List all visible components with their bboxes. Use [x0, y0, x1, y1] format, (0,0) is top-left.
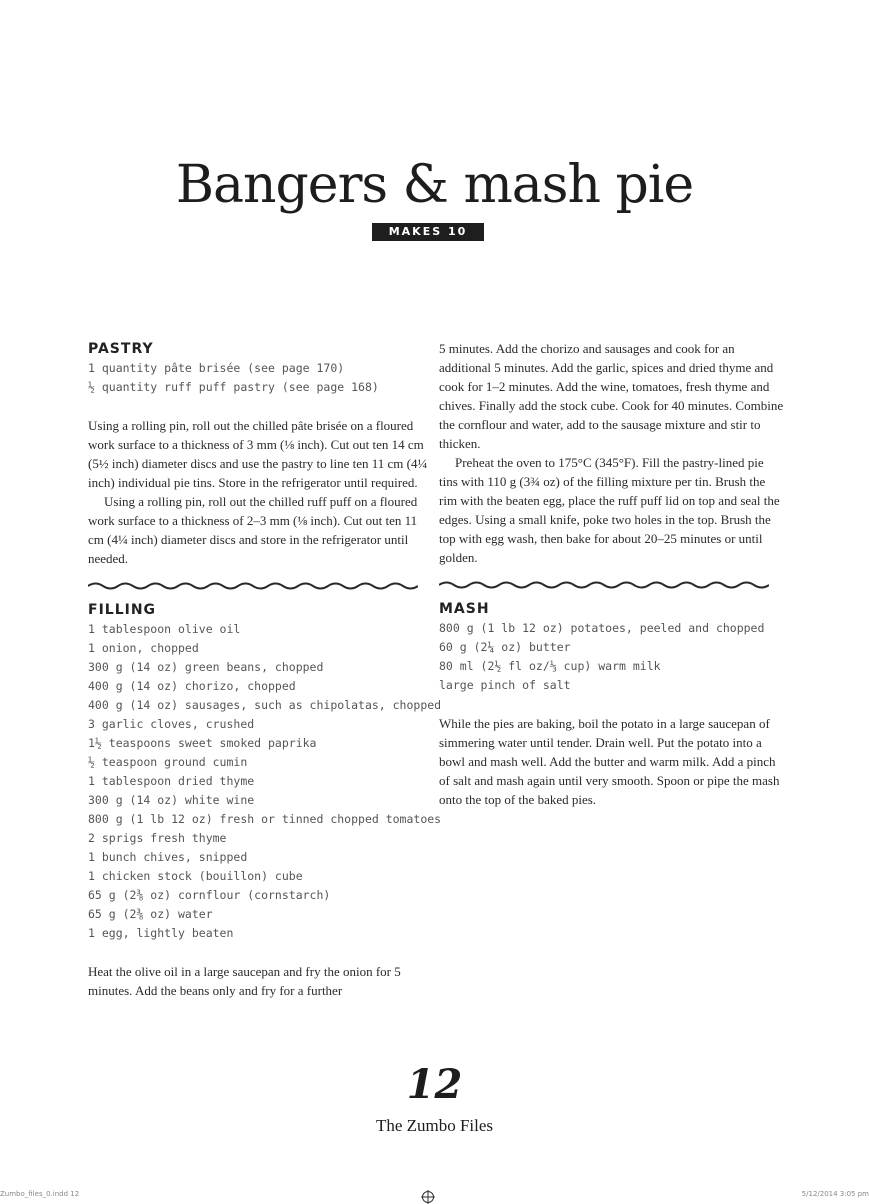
ingredient-item: large pinch of salt: [439, 678, 571, 692]
ingredient-item: 1½ teaspoons sweet smoked paprika: [88, 736, 317, 750]
ingredient-item: 400 g (14 oz) sausages, such as chipolatas, chopped: [88, 698, 442, 712]
filling-method-continued: [439, 339, 784, 567]
ingredient-item: 1 tablespoon dried thyme: [88, 774, 255, 788]
ingredient-item: ½ teaspoon ground cumin: [88, 755, 248, 769]
method-paragraph: Heat the olive oil in a large saucepan and fry the onion for 5 minutes. Add the beans only and fry for a further: [88, 964, 401, 998]
ingredient-item: 1 chicken stock (bouillon) cube: [88, 869, 303, 883]
ingredient-item: 300 g (14 oz) green beans, chopped: [88, 660, 324, 674]
filling-method-start: [88, 962, 433, 1000]
ingredient-item: 300 g (14 oz) white wine: [88, 793, 255, 807]
ingredient-item: 1 tablespoon olive oil: [88, 622, 241, 636]
left-column: [88, 339, 442, 1000]
print-slug-file: Zumbo_files_0.indd 12: [0, 1190, 80, 1198]
pastry-ingredients: [88, 359, 433, 397]
mash-heading: MASH: [439, 601, 490, 617]
filling-heading: FILLING: [88, 602, 157, 618]
wavy-divider-icon: [439, 579, 769, 591]
pastry-heading: PASTRY: [88, 341, 154, 357]
filling-ingredients: [88, 620, 442, 943]
method-paragraph: Preheat the oven to 175°C (345°F). Fill the pastry-lined pie tins with 110 g (3¾ oz) of the filling mixture per tin. Brush the rim with the beaten egg, place the ruff puff lid on top and seal the edges. Using a small knife, poke two holes in the top. Brush the top with egg wash, then bake for about 20–25 minutes or until golden.: [439, 455, 780, 565]
print-slug-date: 5/12/2014 3:05 pm: [801, 1190, 869, 1198]
ingredient-item: 1 egg, lightly beaten: [88, 926, 234, 940]
method-paragraph: Using a rolling pin, roll out the chilled ruff puff on a floured work surface to a thickness of 2–3 mm (⅛ inch). Cut out ten 11 cm (4¼ inch) diameter discs and store in the refrigerator until needed.: [88, 494, 418, 566]
pastry-method: [88, 416, 433, 568]
ingredient-item: 1 bunch chives, snipped: [88, 850, 248, 864]
ingredient-item: 800 g (1 lb 12 oz) fresh or tinned chopped tomatoes: [88, 812, 442, 826]
method-paragraph: While the pies are baking, boil the potato in a large saucepan of simmering water until tender. Drain well. Put the potato into a bowl and mash well. Add the butter and warm milk. Add a pinch of salt and mash again until very smooth. Spoon or pipe the mash onto the top of the baked pies.: [439, 716, 780, 807]
recipe-title: Bangers & mash pie: [175, 155, 694, 215]
ingredient-item: 65 g (2⅜ oz) cornflour (cornstarch): [88, 888, 331, 902]
wavy-divider-icon: [88, 580, 418, 592]
ingredient-item: 60 g (2¼ oz) butter: [439, 640, 571, 654]
method-paragraph: 5 minutes. Add the chorizo and sausages and cook for an additional 5 minutes. Add the garlic, spices and dried thyme and cook for 1–2 minutes. Add the wine, tomatoes, fresh thyme and chives. Finally add the stock cube. Cook for 40 minutes. Combine the cornflour and water, add to the sausage mixture and stir to thicken.: [439, 341, 784, 451]
ingredient-item: ½ quantity ruff puff pastry (see page 168): [88, 380, 379, 394]
registration-mark-icon: [421, 1190, 435, 1204]
ingredient-item: 800 g (1 lb 12 oz) potatoes, peeled and chopped: [439, 621, 765, 635]
ingredient-item: 2 sprigs fresh thyme: [88, 831, 227, 845]
mash-ingredients: [439, 619, 784, 695]
ingredient-item: 80 ml (2½ fl oz/⅓ cup) warm milk: [439, 659, 661, 673]
ingredient-item: 65 g (2⅜ oz) water: [88, 907, 213, 921]
page-number: 12: [406, 1061, 463, 1108]
right-column: [439, 339, 784, 809]
book-title: The Zumbo Files: [375, 1116, 494, 1135]
ingredient-item: 3 garlic cloves, crushed: [88, 717, 255, 731]
ingredient-item: 1 onion, chopped: [88, 641, 199, 655]
ingredient-item: 1 quantity pâte brisée (see page 170): [88, 361, 345, 375]
method-paragraph: Using a rolling pin, roll out the chilled pâte brisée on a floured work surface to a thickness of 3 mm (⅛ inch). Cut out ten 14 cm (5½ inch) diameter discs and use the pastry to line ten 11 cm (4¼ inch) individual pie tins. Store in the refrigerator until required.: [88, 418, 428, 490]
ingredient-item: 400 g (14 oz) chorizo, chopped: [88, 679, 296, 693]
yield-badge: MAKES 10: [372, 223, 484, 241]
mash-method: [439, 714, 784, 809]
